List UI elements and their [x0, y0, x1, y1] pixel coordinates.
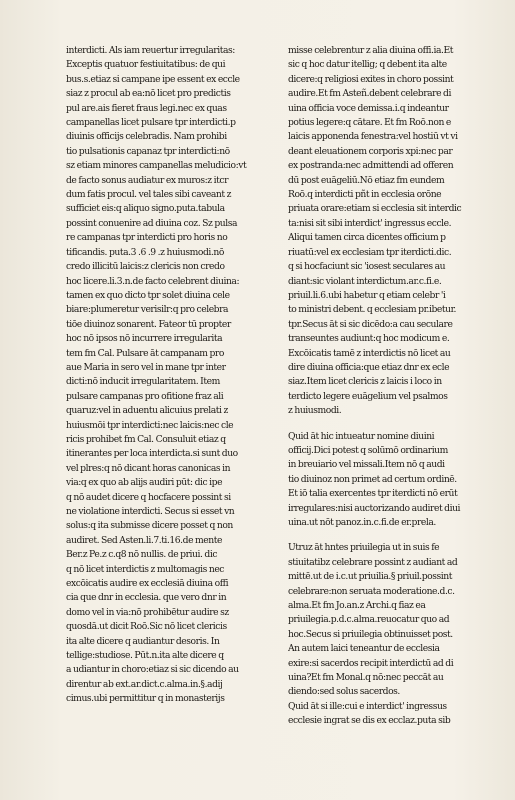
text-line: priuil.li.6.ubi habetur q etiam celebr 'i: [288, 289, 446, 301]
text-line: de facto sonus audiatur ex muros:z itcr: [66, 174, 229, 186]
text-line: irregulares:nisi auctorizando audiret diui: [288, 502, 461, 514]
text-line: ita alte dicere q audiantur desoris. In: [66, 635, 220, 647]
text-line: tellige:studiose. Pūt.n.ita alte dicere q: [66, 650, 224, 662]
text-line: Utruz āt hntes priuilegia ut in suis fe: [288, 542, 440, 554]
text-line: terdicto legere euāgelium vel psalmos: [288, 390, 448, 402]
text-line: dicti:nō inducit irregularitatem. Item: [66, 376, 220, 388]
text-line: via:q ex quo ab alijs audiri pūt: dic ipe: [66, 477, 223, 489]
text-line: laicis apponenda fenestra:vel hostiū vt vi: [288, 131, 458, 143]
text-line: priuilegia.p.d.c.alma.reuocatur quo ad: [288, 614, 450, 626]
text-line: sic q hoc datur itellig; q debent ita alte: [288, 59, 447, 71]
text-line: interdicti. Als iam reuertur irregularitas:: [66, 45, 235, 56]
text-line: hoc licere.li.3.n.de facto celebrent diuina:: [66, 275, 240, 287]
text-line: sufficiet eis:q aliquo signo.puta.tabula: [66, 203, 225, 215]
text-line: riuatū:vel ex ecclesiam tpr iterdicti.dic.: [288, 246, 452, 258]
text-line: ecclesie ingrat se dis ex ecclaz.puta sib: [288, 715, 451, 727]
text-line: Quid āt hic intueatur nomine diuini: [288, 430, 435, 442]
text-line: to ministri debent. q ecclesiam pr.ibetur.: [288, 304, 457, 316]
text-line: in breuiario vel missali.Item nō q audi: [288, 459, 445, 471]
text-line: excōicatis audire ex ecclesiā diuina offi: [66, 578, 229, 590]
text-line: ex postranda:nec admittendi ad offeren: [288, 160, 454, 172]
text-line: campanellas licet pulsare tpr interdicti.p: [66, 117, 236, 129]
text-line: alma.Et fm Jo.an.z Archi.q fiaz ea: [288, 600, 426, 612]
text-line: Excōicatis tamē z interdictis nō licet au: [288, 347, 451, 359]
text-line: stiuitatibz celebrare possint z audiant ad: [288, 556, 458, 568]
text-line: pul are.ais fieret fraus legi.nec ex quas: [66, 102, 227, 114]
text-line: tpr.Secus āt si sic dicēdo:a cau seculare: [288, 318, 453, 330]
text-line: audire.Et fm Asteñ.debent celebrare di: [288, 88, 451, 100]
text-line: solus:q ita submisse dicere posset q non: [66, 520, 233, 532]
text-line: Ber.z Pe.z c.q8 nō nullis. de priui. dic: [66, 549, 218, 561]
text-line: Aliqui tamen circa dicentes officium p: [288, 232, 446, 244]
text-line: mittē.ut de i.c.ut priuilia.§ priuil.possint: [288, 571, 452, 583]
text-line: domo vel in via:nō prohibētur audire sz: [66, 606, 229, 618]
text-line: dū post euāgeliū.Nō etiaz fm eundem: [288, 174, 445, 186]
text-line: hoc nō ipsos nō incurrere irregularita: [66, 333, 223, 345]
text-line: sz etiam minores campanellas meludicio:vt: [66, 160, 247, 172]
text-line: siaz z procul ab ea:nō licet pro predictis: [66, 88, 231, 100]
text-line: z huiusmodi.: [288, 405, 342, 417]
text-line: Exceptis quatuor festiuitatibus: de qui: [66, 59, 226, 71]
text-line: q nō licet interdictis z multomagis nec: [66, 563, 224, 575]
text-line: uina.ut nōt panoz.in.c.fi.de er.prela.: [288, 517, 436, 528]
text-line: tem fm Cal. Pulsare āt campanam pro: [66, 347, 224, 359]
text-line: officij.Dici potest q solūmō ordinarium: [288, 444, 448, 456]
text-line: transeuntes audiunt:q hoc modicum e.: [288, 333, 450, 345]
text-line: huiusmōi tpr interdicti:nec laicis:nec cle: [66, 419, 234, 431]
text-line: q si hocfaciunt sic 'iosest seculares au: [288, 261, 446, 273]
text-line: tiōe diuinoz sonarent. Fateor tū propter: [66, 318, 231, 330]
text-line: re campanas tpr interdicti pro horis no: [66, 232, 228, 244]
text-line: cia que dnr in ecclesia. que vero dnr in: [66, 592, 227, 604]
text-line: ta:nisi sit sibi interdict' ingressus eccle.: [288, 217, 452, 229]
text-line: diendo:sed solus sacerdos.: [288, 686, 400, 698]
text-line: biare:plumeretur verisilr:q pro celebra: [66, 304, 229, 316]
text-line: hoc.Secus si priuilegia obtinuisset post.: [288, 628, 453, 640]
text-line: diant:sic violant interdictum.ar.c.fi.e.: [288, 275, 442, 287]
text-line: itinerantes per loca interdicta.si sunt duo: [66, 448, 238, 460]
text-line: uina officia voce demissa.i.q indeantur: [288, 102, 449, 114]
paragraph-gap: [288, 419, 496, 430]
text-line: siaz.Item licet clericis z laicis i loco in: [288, 376, 442, 388]
text-line: possint conuenire ad diuina coz. Sz pulsa: [66, 217, 238, 229]
text-line: vel plres:q nō dicant horas canonicas in: [66, 462, 231, 474]
text-line: tamen ex quo dicto tpr solet diuina cele: [66, 289, 230, 301]
text-line: aue Maria in sero vel in mane tpr inter: [66, 361, 226, 373]
text-line: quosdā.ut dicit Roō.Sic nō licet clericis: [66, 621, 227, 633]
text-line: An autem laici teneantur de ecclesia: [288, 643, 440, 655]
text-line: credo illicitū laicis:z clericis non credo: [66, 261, 225, 273]
text-line: uina?Et fm Monal.q nō:nec peccāt au: [288, 672, 444, 684]
text-line: dicere:q religiosi exites in choro possint: [288, 73, 454, 85]
text-line: celebrare:non seruata moderatione.d.c.: [288, 585, 455, 597]
text-line: bus.s.etiaz si campane ipe essent ex eccle: [66, 73, 240, 85]
text-line: audiret. Sed Asten.li.7.ti.16.de mente: [66, 534, 222, 546]
text-line: tio diuinoz non primet ad certum ordinē.: [288, 473, 457, 485]
text-line: tio pulsationis capanaz tpr interdicti:nō: [66, 145, 230, 157]
text-line: priuata orare:etiam si ecclesia sit interdic: [288, 203, 462, 215]
paragraph-gap: [288, 530, 496, 541]
text-line: quaruz:vel in aduentu alicuius prelati z: [66, 405, 228, 417]
text-column-right: [288, 44, 496, 729]
text-line: diuinis officijs celebradis. Nam prohibi: [66, 131, 227, 143]
text-line: dum fatis procul. vel tales sibi caveant z: [66, 189, 231, 201]
text-line: exire:si sacerdos recipit interdictū ad di: [288, 657, 454, 669]
text-line: pulsare campanas pro ofitione fraz ali: [66, 390, 224, 402]
text-line: cimus.ubi permittitur q in monasterijs: [66, 693, 225, 705]
text-line: deant eleuationem corporis xpi:nec par: [288, 145, 453, 157]
text-line: ricis prohibet fm Cal. Consuluit etiaz q: [66, 433, 226, 445]
text-line: Et iō talia exercentes tpr iterdicti nō erūt: [288, 488, 458, 500]
text-line: ne violatione interdicti. Secus si esset vn: [66, 506, 235, 517]
text-line: direntur ab ext.ar.dict.c.alma.in.§.adij: [66, 678, 223, 690]
text-line: q nō audet dicere q hocfacere possint si: [66, 491, 231, 503]
text-line: a udiantur in choro:etiaz si sic dicendo au: [66, 664, 239, 676]
text-line: misse celebrentur z alia diuina offi.ia.Et: [288, 45, 453, 56]
text-line: dire diuina officia:que etiaz dnr ex ecle: [288, 361, 450, 373]
text-line: tificandis. puta.3 .6 .9 .z huiusmodi.nō: [66, 246, 224, 258]
text-line: Roō.q interdicti pñt in ecclesia orōne: [288, 189, 442, 201]
text-column-left: [66, 44, 278, 707]
text-line: Quid āt si ille:cui e interdict' ingressus: [288, 700, 447, 712]
text-line: potius legere:q cātare. Et fm Roō.non e: [288, 117, 451, 129]
